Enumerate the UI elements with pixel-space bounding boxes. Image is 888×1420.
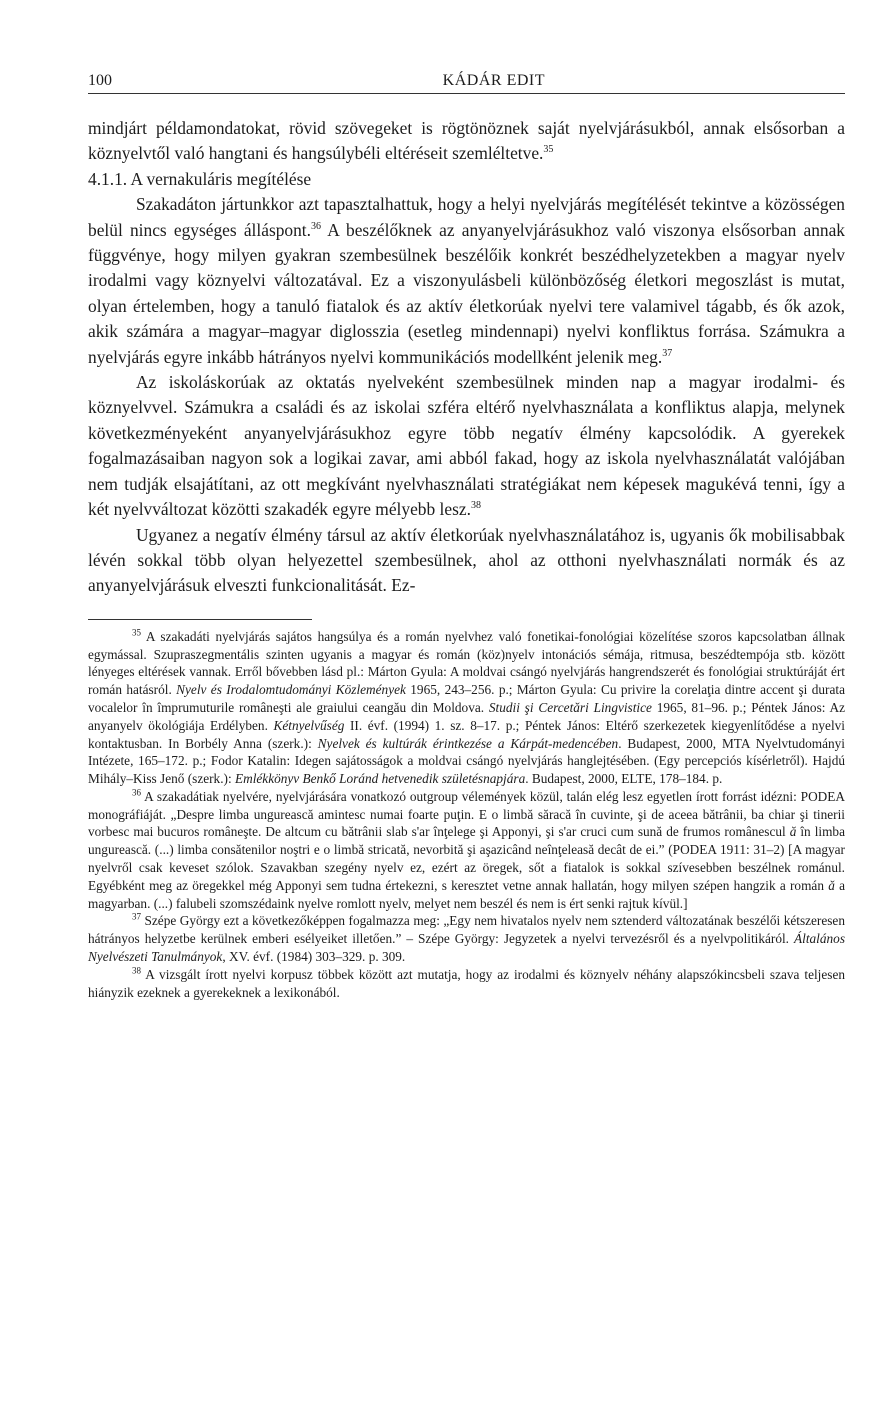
footnote-text: , XV. évf. (1984) 303–329. p. 309. [222,949,406,965]
footnote [88,628,845,788]
italic-title: Nyelv és Irodalomtudományi Közlemények [176,682,406,698]
italic-title: Studii şi Cercetări Lingvistice [488,699,652,715]
running-header [88,72,845,94]
footnote-text: 1965, 81–96. p.; Péntek János: Az anyanyelv ökológiája Erdélyben. [88,699,845,733]
footnote [88,912,845,965]
footnote-text: A vizsgált írott nyelvi korpusz többek között azt mutatja, hogy az irodalmi és köznyelv néhány alapszókincsbeli szava teljesen hiányzik ezeknek a gyerekeknek a lexikonából. [88,966,846,1000]
running-head-author: KÁDÁR EDIT [442,72,545,89]
footnote-ref-36[interactable]: 36 [310,220,321,232]
footnote-ref-35[interactable]: 35 [543,144,554,156]
italic-title: ă [828,877,835,893]
footnote-number: 38 [132,965,141,976]
page [88,72,845,1001]
footnote-text: Szépe György ezt a következőképpen fogalmazza meg: „Egy nem hivatalos nyelv nem sztenderd változatának beszélői kétszeresen hátrányos helyzetbe kerülnek emberi esélyeiket illetően.” – Szépe György: Jegyzetek a nyelvi tervezésről és a nyelvpolitikáról. [88,913,845,947]
footnote-text: în limba ungurească. (...) limba consătenilor noştri e o limbă stricată, nevorbită şi aşazicând neînţeleasă decât de ei.” (PODEA 1911: 31–2) [A magyar nyelvről csak keveset szólok. Szavakban szegény nyelv ez, ezért az öregek, sőt a fiatalok is sokkal szívesebben beszélnek románul. Egyébként meg az öregekkel még Apponyi sem tudna értekezni, s keresztet vetne annak hallatán, hogy milyen szépen hangzik a román [88,824,845,893]
paragraph-3: Az iskoláskorúak az oktatás nyelveként szembesülnek minden nap a magyar irodalmi- és köznyelvvel. Számukra a családi és az iskolai szféra eltérő nyelvhasználata a konfliktus alapja, melynek következményeként anyanyelvjárásukhoz egyre több negatív élmény kapcsolódik. A gyerekek fogalmazásaiban nagyon sok a logikai zavar, ami abból fakad, hogy az iskola nyelvhasználatát valójában nem tudják elsajátítani, az ott megkívánt nyelvhasználati stratégiákat nem képesek magukévá tenni, így a két nyelvváltozat közötti szakadék egyre mélyebb lesz.$^{38}$ [88,372,845,520]
footnote-text: II. évf. (1994) 1. sz. 8–17. p.; Péntek János: Eltérő szerkezetek kiegyenlítődése a nyelvi kontaktusban. In Borbély Anna (szerk.): [88,717,845,751]
main-text [88,116,845,599]
footnote-text: a magyarban. (...) falubeli szomszédaink nyelve romlott nyelv, melyet nem beszél és nem is ért senki rajtuk kívül.] [88,877,845,911]
italic-title: ă [789,824,797,840]
footnote-text: . Budapest, 2000, ELTE, 178–184. p. [525,771,723,787]
footnote-separator [88,619,312,620]
italic-title: Kétnyelvűség [273,717,345,733]
italic-title: Nyelvek és kultúrák érintkezése a Kárpát-medencében [317,735,619,751]
footnote-number: 36 [132,787,141,798]
footnote-number: 37 [132,912,141,923]
footnote-ref-38[interactable]: 38 [470,500,481,512]
footnote-ref-37[interactable]: 37 [662,347,673,359]
italic-title: Emlékkönyv Benkő Loránd hetvenedik születésnapjára [234,771,526,787]
footnote-text: A szakadáti nyelvjárás sajátos hangsúlya és a román nyelvhez való fonetikai-fonológiai közelítése szoros kapcsolatban állnak egymással. Szupraszegmentális szinten ugyanis a magyar és román (köz)nyelv intonációs sémája, ritmusa, beszédtempója stb. között lényeges eltérések vannak. Erről bővebben lásd pl.: Márton Gyula: A moldvai csángó nyelvjárás hangrendszerét és fonológiai struktúráját ért román hatásról. [88,628,846,698]
page-number: 100 [88,72,112,89]
paragraph-2: Szakadáton jártunkkor azt tapasztalhattuk, hogy a helyi nyelvjárás megítélését tekintve a közösségen belül nincs egységes álláspont.$^{36}$ A beszélőknek az anyanyelvjárásukhoz való viszonya elsősorban annak függvénye, hogy milyen gyakran szembesülnek beszélőik konkrét beszédhelyzetekben a magyar nyelv irodalmi vagy köznyelvi változatával. Ez a viszonyulásbeli különbözőség életkori megoszlást is mutat, olyan értelemben, hogy a tanuló fiatalok és az aktív életkorúak nyelvi tere valamivel tágabb, és ők azok, akik számára a magyar–magyar diglosszia (esetleg mindennapi) nyelvi konfliktus forrása. Számukra a nyelvjárás egyre inkább hátrányos nyelvi kommunikációs modellként jelenik meg.$^{37}$ [88,194,846,367]
paragraph-1: mindjárt példamondatokat, rövid szövegeket is rögtönöznek saját nyelvjárásukból, annak elsősorban a köznyelvtől való hangtani és hangsúlybéli eltéréseit szemléltetve.$^{35}$ [88,118,845,164]
footnote-text: 1965, 243–256. p.; Márton Gyula: Cu privire la corelaţia dintre accent şi durata vocalelor în împrumuturile româneşti ale graiului ceangău din Moldova. [88,682,845,715]
footnote-text: . Budapest, 2000, MTA Nyelvtudományi Intézete, 165–172. p.; Fodor Katalin: Idegen sajátosságok a moldvai csángó nyelvjárás hanglejtésében. (Egy percepciós kísérletről). Hajdú Mihály–Kiss Jenő (szerk.): [88,735,845,787]
footnote-text: A szakadátiak nyelvére, nyelvjárására vonatkozó outgroup vélemények közül, talán elég lesz egyetlen írott forrást idézni: PODEA monográfiáját. „Despre limba ungurească amintesc numai foarte puţin. E o limbă săracă în cuvinte, şi de aceea bătrânii, ba chiar şi tinerii vorbesc mai bucuros româneşte. De altcum cu bătrânii slab s'ar înţelege şi Apponyi, şi s'ar cruci cum sună de frumos românescul [88,788,846,840]
footnote-number: 35 [132,627,141,638]
italic-title: Általános Nyelvészeti Tanulmányok [88,931,845,965]
section-heading: 4.1.1. A vernakuláris megítélése [88,168,312,189]
footnotes [88,619,845,1002]
footnote [88,966,845,1002]
paragraph-4: Ugyanez a negatív élmény társul az aktív életkorúak nyelvhasználatához is, ugyanis ők mobilisabbak lévén sokkal több olyan helyezettel szembesülnek, ahol az otthoni nyelvhasználati normák és az anyanyelvjárásuk elveszti funkcionalitását. Ez- [88,524,845,596]
footnote [88,788,845,913]
